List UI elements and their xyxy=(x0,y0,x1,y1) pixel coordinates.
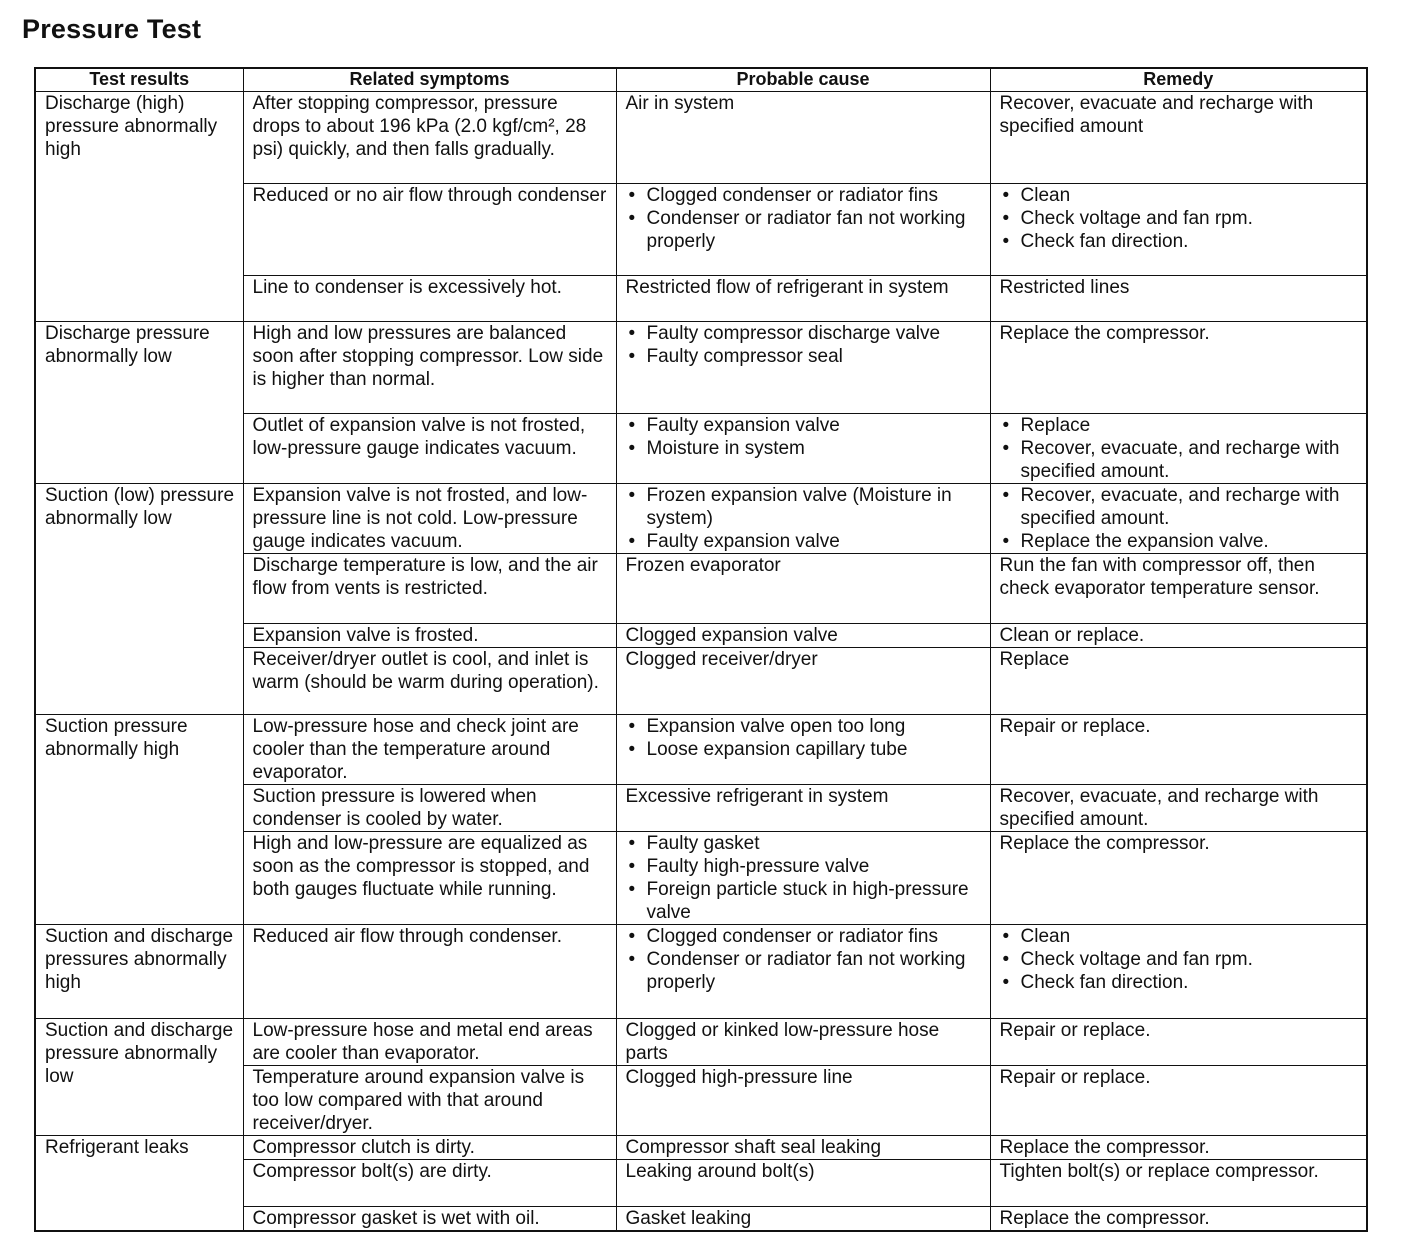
cause-list-item: • Faulty compressor seal xyxy=(626,345,982,368)
test-result-cell: Discharge pressure abnormally low xyxy=(35,322,243,484)
remedy-list-item: • Recover, evacuate, and recharge with specified amount. xyxy=(1000,484,1359,530)
header-test-results: Test results xyxy=(35,68,243,92)
remedy-list xyxy=(1000,925,1359,994)
table-row xyxy=(35,1136,1367,1160)
cause-list xyxy=(626,414,982,460)
cause-list-item: • Frozen expansion valve (Moisture in system) xyxy=(626,484,982,530)
remedy-list xyxy=(1000,184,1359,253)
symptom-cell: Suction pressure is lowered when condenser is cooled by water. xyxy=(243,785,616,832)
cause-list-item: • Clogged condenser or radiator fins xyxy=(626,925,982,948)
cause-list xyxy=(626,184,982,253)
remedy-cell: Replace the compressor. xyxy=(990,322,1367,414)
cause-list xyxy=(626,715,982,761)
remedy-cell: Replace xyxy=(990,648,1367,715)
cause-cell: Air in system xyxy=(616,92,990,184)
cause-cell: Clogged high-pressure line xyxy=(616,1066,990,1136)
table-row xyxy=(35,715,1367,785)
symptom-cell: Compressor gasket is wet with oil. xyxy=(243,1207,616,1232)
cause-cell xyxy=(616,484,990,554)
cause-list xyxy=(626,925,982,994)
cause-cell xyxy=(616,414,990,484)
cause-list xyxy=(626,322,982,368)
test-result-cell: Discharge (high) pressure abnormally high xyxy=(35,92,243,322)
remedy-cell: Repair or replace. xyxy=(990,715,1367,785)
remedy-cell: Replace the compressor. xyxy=(990,1136,1367,1160)
test-result-cell: Suction pressure abnormally high xyxy=(35,715,243,925)
remedy-cell: Repair or replace. xyxy=(990,1066,1367,1136)
remedy-cell: Replace the compressor. xyxy=(990,1207,1367,1232)
test-result-cell: Suction and discharge pressure abnormally low xyxy=(35,1019,243,1136)
cause-cell: Clogged expansion valve xyxy=(616,624,990,648)
symptom-cell: Compressor clutch is dirty. xyxy=(243,1136,616,1160)
cause-cell xyxy=(616,832,990,925)
cause-cell xyxy=(616,184,990,276)
remedy-list-item: • Check voltage and fan rpm. xyxy=(1000,948,1359,971)
symptom-cell: Outlet of expansion valve is not frosted, low-pressure gauge indicates vacuum. xyxy=(243,414,616,484)
cause-cell: Leaking around bolt(s) xyxy=(616,1160,990,1207)
symptom-cell: Reduced or no air flow through condenser xyxy=(243,184,616,276)
cause-cell xyxy=(616,925,990,1019)
remedy-cell xyxy=(990,414,1367,484)
cause-list-item: • Condenser or radiator fan not working properly xyxy=(626,948,982,994)
symptom-cell: Expansion valve is not frosted, and low-pressure line is not cold. Low-pressure gauge indicates vacuum. xyxy=(243,484,616,554)
cause-list-item: • Faulty expansion valve xyxy=(626,530,982,553)
remedy-list-item: • Check voltage and fan rpm. xyxy=(1000,207,1359,230)
cause-cell: Restricted flow of refrigerant in system xyxy=(616,276,990,322)
remedy-cell xyxy=(990,184,1367,276)
remedy-cell: Restricted lines xyxy=(990,276,1367,322)
header-probable-cause: Probable cause xyxy=(616,68,990,92)
cause-cell: Excessive refrigerant in system xyxy=(616,785,990,832)
symptom-cell: Discharge temperature is low, and the air flow from vents is restricted. xyxy=(243,554,616,624)
test-result-cell: Suction (low) pressure abnormally low xyxy=(35,484,243,715)
remedy-cell: Replace the compressor. xyxy=(990,832,1367,925)
table-row xyxy=(35,925,1367,1019)
table-row xyxy=(35,484,1367,554)
symptom-cell: Compressor bolt(s) are dirty. xyxy=(243,1160,616,1207)
table-row xyxy=(35,92,1367,184)
cause-list-item: • Faulty high-pressure valve xyxy=(626,855,982,878)
remedy-list-item: • Recover, evacuate, and recharge with specified amount. xyxy=(1000,437,1359,483)
cause-list-item: • Expansion valve open too long xyxy=(626,715,982,738)
remedy-list xyxy=(1000,414,1359,483)
remedy-list-item: • Check fan direction. xyxy=(1000,971,1359,994)
cause-list-item: • Condenser or radiator fan not working properly xyxy=(626,207,982,253)
remedy-cell: Recover, evacuate and recharge with specified amount xyxy=(990,92,1367,184)
remedy-cell xyxy=(990,925,1367,1019)
header-related-symptoms: Related symptoms xyxy=(243,68,616,92)
remedy-cell: Repair or replace. xyxy=(990,1019,1367,1066)
test-result-cell: Suction and discharge pressures abnormally high xyxy=(35,925,243,1019)
symptom-cell: Low-pressure hose and check joint are cooler than the temperature around evaporator. xyxy=(243,715,616,785)
symptom-cell: Line to condenser is excessively hot. xyxy=(243,276,616,322)
cause-list-item: • Loose expansion capillary tube xyxy=(626,738,982,761)
cause-cell: Clogged receiver/dryer xyxy=(616,648,990,715)
remedy-list xyxy=(1000,484,1359,553)
cause-list xyxy=(626,832,982,924)
cause-cell xyxy=(616,715,990,785)
cause-list-item: • Clogged condenser or radiator fins xyxy=(626,184,982,207)
cause-list-item: • Faulty expansion valve xyxy=(626,414,982,437)
cause-cell: Gasket leaking xyxy=(616,1207,990,1232)
pressure-test-table xyxy=(34,67,1368,1232)
symptom-cell: High and low-pressure are equalized as soon as the compressor is stopped, and both gauges fluctuate while running. xyxy=(243,832,616,925)
remedy-cell: Recover, evacuate, and recharge with specified amount. xyxy=(990,785,1367,832)
remedy-list-item: • Replace the expansion valve. xyxy=(1000,530,1359,553)
cause-list-item: • Faulty gasket xyxy=(626,832,982,855)
symptom-cell: After stopping compressor, pressure drops to about 196 kPa (2.0 kgf/cm², 28 psi) quickly, and then falls gradually. xyxy=(243,92,616,184)
page-title: Pressure Test xyxy=(22,14,202,44)
header-remedy: Remedy xyxy=(990,68,1367,92)
symptom-cell: Expansion valve is frosted. xyxy=(243,624,616,648)
test-result-cell: Refrigerant leaks xyxy=(35,1136,243,1232)
cause-list-item: • Moisture in system xyxy=(626,437,982,460)
symptom-cell: Low-pressure hose and metal end areas are cooler than evaporator. xyxy=(243,1019,616,1066)
symptom-cell: Receiver/dryer outlet is cool, and inlet is warm (should be warm during operation). xyxy=(243,648,616,715)
remedy-list-item: • Check fan direction. xyxy=(1000,230,1359,253)
symptom-cell: High and low pressures are balanced soon after stopping compressor. Low side is higher than normal. xyxy=(243,322,616,414)
remedy-list-item: • Replace xyxy=(1000,414,1359,437)
cause-cell: Frozen evaporator xyxy=(616,554,990,624)
cause-cell: Clogged or kinked low-pressure hose parts xyxy=(616,1019,990,1066)
cause-list-item: • Faulty compressor discharge valve xyxy=(626,322,982,345)
cause-cell xyxy=(616,322,990,414)
table-row xyxy=(35,1019,1367,1066)
table-row xyxy=(35,322,1367,414)
remedy-cell: Tighten bolt(s) or replace compressor. xyxy=(990,1160,1367,1207)
cause-list xyxy=(626,484,982,553)
symptom-cell: Reduced air flow through condenser. xyxy=(243,925,616,1019)
header-row xyxy=(35,68,1367,92)
remedy-list-item: • Clean xyxy=(1000,925,1359,948)
cause-list-item: • Foreign particle stuck in high-pressure valve xyxy=(626,878,982,924)
remedy-cell xyxy=(990,484,1367,554)
remedy-cell: Run the fan with compressor off, then check evaporator temperature sensor. xyxy=(990,554,1367,624)
cause-cell: Compressor shaft seal leaking xyxy=(616,1136,990,1160)
remedy-list-item: • Clean xyxy=(1000,184,1359,207)
remedy-cell: Clean or replace. xyxy=(990,624,1367,648)
symptom-cell: Temperature around expansion valve is too low compared with that around receiver/dryer. xyxy=(243,1066,616,1136)
